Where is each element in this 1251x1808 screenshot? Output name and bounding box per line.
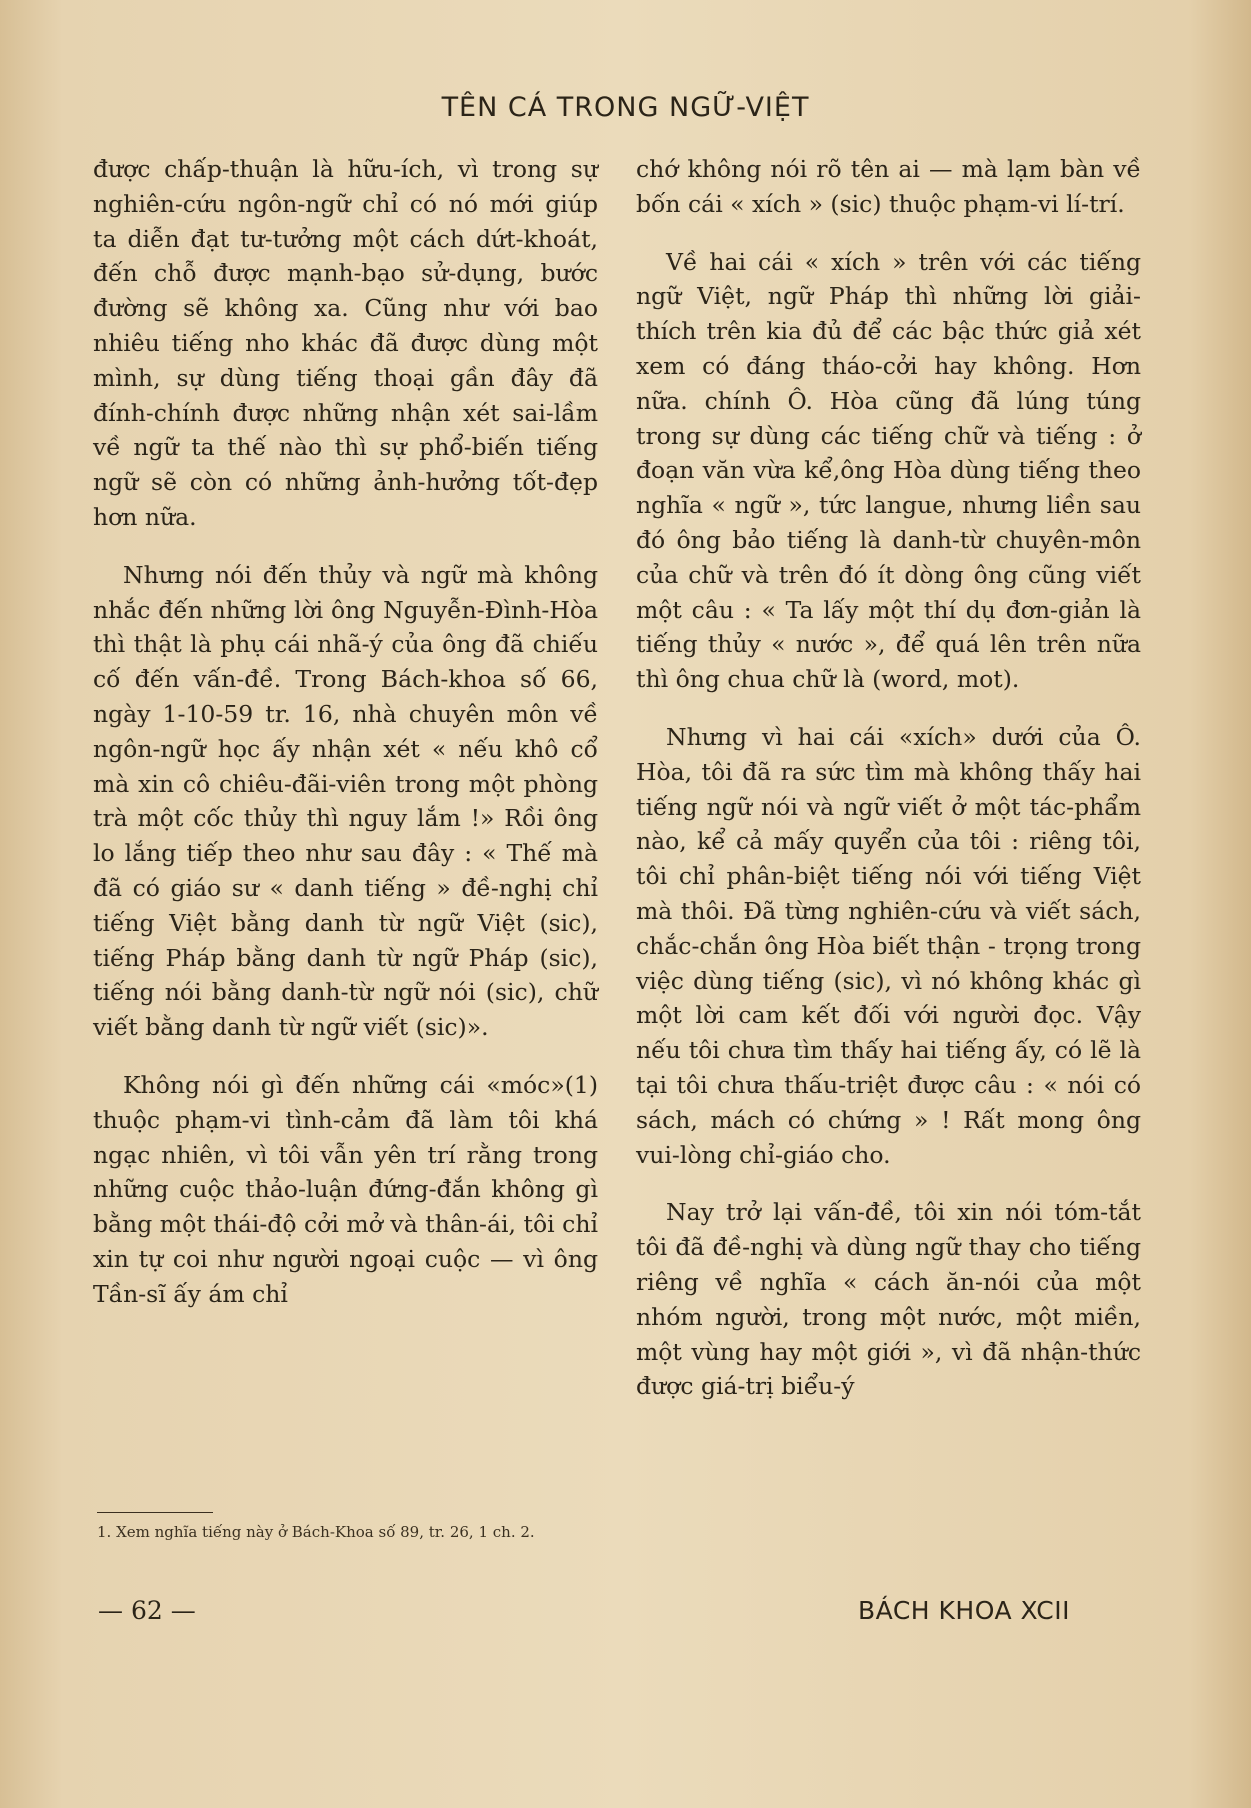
left-column	[93, 152, 598, 1335]
footnote: 1. Xem nghĩa tiếng này ở Bách-Khoa số 89, tr. 26, 1 ch. 2.	[97, 1523, 535, 1541]
running-head: TÊN CÁ TRONG NGỮ-VIỆT	[441, 92, 810, 123]
page-number: — 62 —	[98, 1596, 196, 1625]
paragraph: Nhưng vì hai cái «xích» dưới của Ô. Hòa, tôi đã ra sức tìm mà không thấy hai tiếng ngữ nói và ngữ viết ở một tác-phẩm nào, kể cả mấy quyển của tôi : riêng tôi, tôi chỉ phân-biệt tiếng nói với tiếng Việt mà thôi. Đã từng nghiên-cứu và viết sách, chắc-chắn ông Hòa biết thận - trọng trong việc dùng tiếng (sic), vì nó không khác gì một lời cam kết đối với người đọc. Vậy nếu tôi chưa tìm thấy hai tiếng ấy, có lẽ là tại tôi chưa thấu-triệt được câu : « nói có sách, mách có chứng » ! Rất mong ông vui-lòng chỉ-giáo cho.	[636, 722, 1141, 1169]
paragraph: Về hai cái « xích » trên với các tiếng ngữ Việt, ngữ Pháp thì những lời giải-thích trên kia đủ để các bậc thức giả xét xem có đáng tháo-cởi hay không. Hơn nữa. chính Ô. Hòa cũng đã lúng túng trong sự dùng các tiếng chữ và tiếng : ở đoạn văn vừa kể,ông Hòa dùng tiếng theo nghĩa « ngữ », tức langue, nhưng liền sau đó ông bảo tiếng là danh-từ chuyên-môn của chữ và trên đó ít dòng ông cũng viết một câu : « Ta lấy một thí dụ đơn-giản là tiếng thủy « nước », để quá lên trên nữa thì ông chua chữ là (word, mot).	[636, 247, 1141, 694]
paragraph: chớ không nói rõ tên ai — mà lạm bàn về bốn cái « xích » (sic) thuộc phạm-vi lí-trí.	[636, 155, 1141, 218]
footnote-divider	[97, 1512, 213, 1513]
right-column	[636, 152, 1141, 1427]
paragraph: được chấp-thuận là hữu-ích, vì trong sự nghiên-cứu ngôn-ngữ chỉ có nó mới giúp ta diễn đạt tư-tưởng một cách dứt-khoát, đến chỗ được mạnh-bạo sử-dụng, bước đường sẽ không xa. Cũng như với bao nhiêu tiếng nho khác đã được dùng một mình, sự dùng tiếng thoại gần đây đã đính-chính được những nhận xét sai-lầm về ngữ ta thế nào thì sự phổ-biến tiếng ngữ sẽ còn có những ảnh-hưởng tốt-đẹp hơn nữa.	[93, 155, 598, 531]
paragraph: Không nói gì đến những cái «móc»(1) thuộc phạm-vi tình-cảm đã làm tôi khá ngạc nhiên, vì tôi vẫn yên trí rằng trong những cuộc thảo-luận đứng-đắn không gì bằng một thái-độ cởi mở và thân-ái, tôi chỉ xin tự coi như người ngoại cuộc — vì ông Tần-sĩ ấy ám chỉ	[93, 1070, 598, 1308]
paragraph: Nhưng nói đến thủy và ngữ mà không nhắc đến những lời ông Nguyễn-Đình-Hòa thì thật là phụ cái nhã-ý của ông đã chiếu cố đến vấn-đề. Trong Bách-khoa số 66, ngày 1-10-59 tr. 16, nhà chuyên môn về ngôn-ngữ học ấy nhận xét « nếu khô cổ mà xin cô chiêu-đãi-viên trong một phòng trà một cốc thủy thì nguy lắm !» Rồi ông lo lắng tiếp theo như sau đây : « Thế mà đã có giáo sư « danh tiếng » đề-nghị chỉ tiếng Việt bằng danh từ ngữ Việt (sic), tiếng Pháp bằng danh từ ngữ Pháp (sic), tiếng nói bằng danh-từ ngữ nói (sic), chữ viết bằng danh từ ngữ viết (sic)».	[93, 560, 598, 1042]
paragraph: Nay trở lại vấn-đề, tôi xin nói tóm-tắt tôi đã đề-nghị và dùng ngữ thay cho tiếng riêng về nghĩa « cách ăn-nói của một nhóm người, trong một nước, một miền, một vùng hay một giới », vì đã nhận-thức được giá-trị biểu-ý	[636, 1198, 1141, 1401]
publication-footer: BÁCH KHOA XCII	[858, 1596, 1071, 1625]
